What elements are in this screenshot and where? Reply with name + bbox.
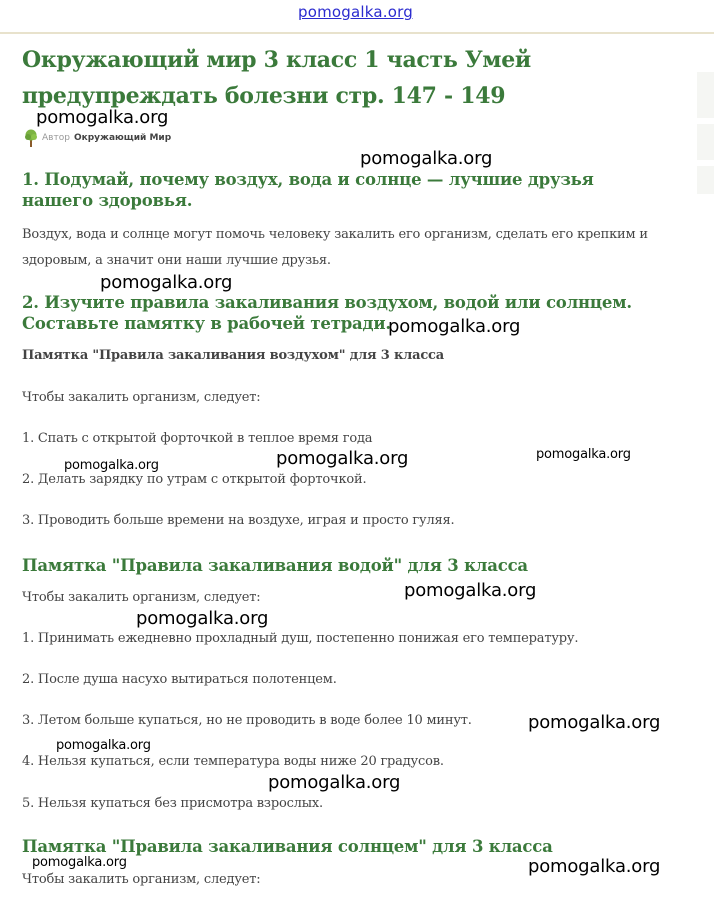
water-memo-intro: Чтобы закалить организм, следует: [22, 590, 261, 605]
water-rule-5: 5. Нельзя купаться без присмотра взрослых. [22, 796, 323, 811]
watermark: pomogalka.org [32, 855, 127, 870]
sidebar-edge-top [697, 72, 714, 118]
air-memo-title: Памятка "Правила закаливания воздухом" для 3 класса [22, 348, 444, 363]
water-rule-3: 3. Летом больше купаться, но не проводить в воде более 10 минут. [22, 713, 472, 728]
sun-memo-heading: Памятка "Правила закаливания солнцем" для 3 класса [22, 837, 553, 856]
sun-memo-intro: Чтобы закалить организм, следует: [22, 872, 261, 887]
sidebar-edge-bottom [697, 166, 714, 194]
water-rule-4: 4. Нельзя купаться, если температура воды ниже 20 градусов. [22, 754, 444, 769]
byline-author[interactable]: Окружающий Мир [73, 133, 172, 143]
header-divider [0, 32, 714, 34]
site-logo-link[interactable]: pomogalka.org [298, 3, 413, 21]
watermark: pomogalka.org [268, 772, 401, 793]
water-memo-heading: Памятка "Правила закаливания водой" для 3 класса [22, 556, 528, 575]
question-2-heading: 2. Изучите правила закаливания воздухом, водой или солнцем. Составьте памятку в рабочей тетради. [22, 293, 632, 333]
watermark: pomogalka.org [100, 272, 233, 293]
air-rule-3: 3. Проводить больше времени на воздухе, играя и просто гуляя. [22, 513, 455, 528]
question-1-heading: 1. Подумай, почему воздух, вода и солнце — лучшие друзья нашего здоровья. [22, 170, 594, 210]
watermark: pomogalka.org [64, 458, 159, 473]
watermark: pomogalka.org [36, 107, 169, 128]
sidebar-edge-middle [697, 124, 714, 160]
page-title: Окружающий мир 3 класс 1 часть Умей предупреждать болезни стр. 147 - 149 [22, 47, 531, 109]
question-1-answer: Воздух, вода и солнце могут помочь человеку закалить его организм, сделать его крепким и здоровым, а значит они наши лучшие друзья. [22, 227, 648, 268]
watermark: pomogalka.org [56, 738, 151, 753]
air-memo-intro: Чтобы закалить организм, следует: [22, 390, 261, 405]
watermark: pomogalka.org [528, 712, 661, 733]
article-byline [24, 128, 171, 148]
watermark: pomogalka.org [536, 447, 631, 462]
watermark: pomogalka.org [276, 448, 409, 469]
air-rule-2: 2. Делать зарядку по утрам с открытой форточкой. [22, 472, 367, 487]
watermark: pomogalka.org [404, 580, 537, 601]
byline-prefix: Автор [42, 133, 70, 143]
water-rule-1: 1. Принимать ежедневно прохладный душ, постепенно понижая его температуру. [22, 631, 579, 646]
water-rule-2: 2. После душа насухо вытираться полотенцем. [22, 672, 337, 687]
watermark: pomogalka.org [528, 856, 661, 877]
watermark: pomogalka.org [360, 148, 493, 169]
tree-icon [24, 129, 38, 147]
air-rule-1: 1. Спать с открытой форточкой в теплое время года [22, 431, 373, 446]
site-header [0, 0, 714, 30]
watermark: pomogalka.org [136, 608, 269, 629]
watermark: pomogalka.org [388, 316, 521, 337]
